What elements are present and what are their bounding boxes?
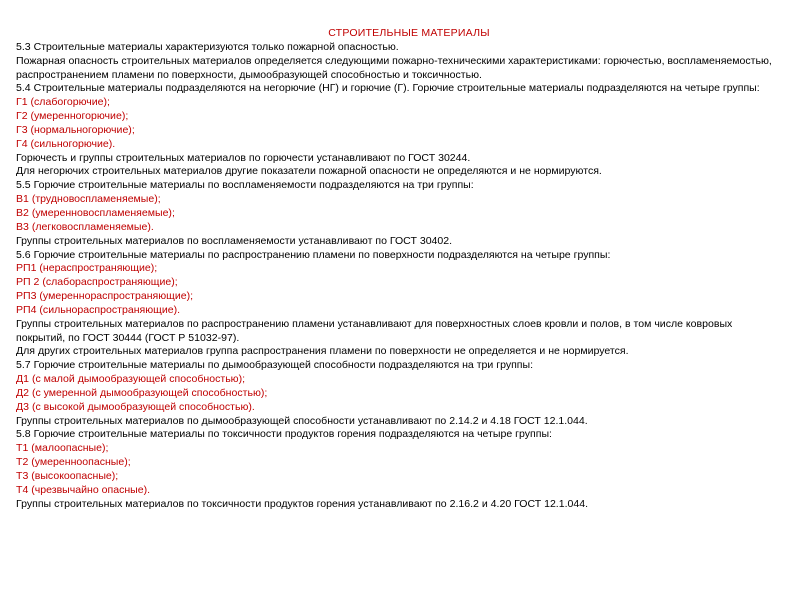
group-list-item: Г4 (сильногорючие). [16,137,116,150]
paragraph-text: Горючесть и группы строительных материалов по горючести устанавливают по ГОСТ 30244. [16,151,471,164]
group-list-item: Г3 (нормальногорючие); [16,123,135,136]
group-list-item: В1 (трудновоспламеняемые); [16,193,161,206]
document-body [16,27,782,512]
paragraph-text: 5.6 Горючие строительные материалы по распространению пламени по поверхности подразделяются на четыре группы: [16,248,611,261]
group-list-item: Т1 (малоопасные); [16,442,109,455]
group-list-item: Д1 (с малой дымообразующей способностью); [16,373,246,386]
group-list-item: Г1 (слабогорючие); [16,96,110,109]
paragraph-text: Пожарная опасность строительных материалов определяется следующими пожарно-техническими характеристиками: горючестью, воспламеняемостью, распространением пламени по поверхности, дымообразующей способностью и токсичностью. [16,54,772,81]
group-list-item: Д3 (с высокой дымообразующей способностью). [16,400,255,413]
group-list-item: Г2 (умеренногорючие); [16,110,129,123]
group-list-item: В3 (легковоспламеняемые). [16,220,154,233]
group-list-item: Т4 (чрезвычайно опасные). [16,483,151,496]
paragraph-text: Для негорючих строительных материалов другие показатели пожарной опасности не определяются и не нормируются. [16,165,602,178]
paragraph-text: Группы строительных материалов по токсичности продуктов горения устанавливают по 2.16.2 и 4.20 ГОСТ 12.1.044. [16,497,589,510]
paragraph-text: Группы строительных материалов по воспламеняемости устанавливают по ГОСТ 30402. [16,234,453,247]
document-paragraphs [16,41,782,512]
paragraph-text: 5.5 Горючие строительные материалы по воспламеняемости подразделяются на три группы: [16,179,474,192]
paragraph-text: 5.3 Строительные материалы характеризуются только пожарной опасностью. [16,40,399,53]
group-list-item: Т3 (высокоопасные); [16,470,119,482]
paragraph-text: 5.7 Горючие строительные материалы по дымообразующей способности подразделяются на три группы: [16,359,534,372]
paragraph-text: Для других строительных материалов группа распространения пламени по поверхности не определяется и не нормируется. [16,345,629,358]
group-list-item: РП3 (умереннораспространяющие); [16,290,194,303]
group-list-item: Т2 (умеренноопасные); [16,456,131,469]
group-list-item: В2 (умеренновоспламеняемые); [16,206,175,219]
paragraph-text: Группы строительных материалов по распространению пламени устанавливают для поверхностных слоев кровли и полов, в том числе ковровых покрытий, по ГОСТ 30444 (ГОСТ Р 51032-97). [16,317,733,344]
group-list-item: РП 2 (слабораспространяющие); [16,276,178,289]
group-list-item: Д2 (с умеренной дымообразующей способностью); [16,386,268,399]
group-list-item: РП4 (сильнораспространяющие). [16,303,181,316]
group-list-item: РП1 (нераспространяющие); [16,262,158,275]
document-title: СТРОИТЕЛЬНЫЕ МАТЕРИАЛЫ [328,27,490,39]
paragraph-text: Группы строительных материалов по дымообразующей способности устанавливают по 2.14.2 и 4.18 ГОСТ 12.1.044. [16,414,588,427]
paragraph-text: 5.4 Строительные материалы подразделяются на негорючие (НГ) и горючие (Г). Горючие строительные материалы подразделяются на четыре группы: [16,82,760,95]
paragraph-text: 5.8 Горючие строительные материалы по токсичности продуктов горения подразделяются на четыре группы: [16,428,552,441]
